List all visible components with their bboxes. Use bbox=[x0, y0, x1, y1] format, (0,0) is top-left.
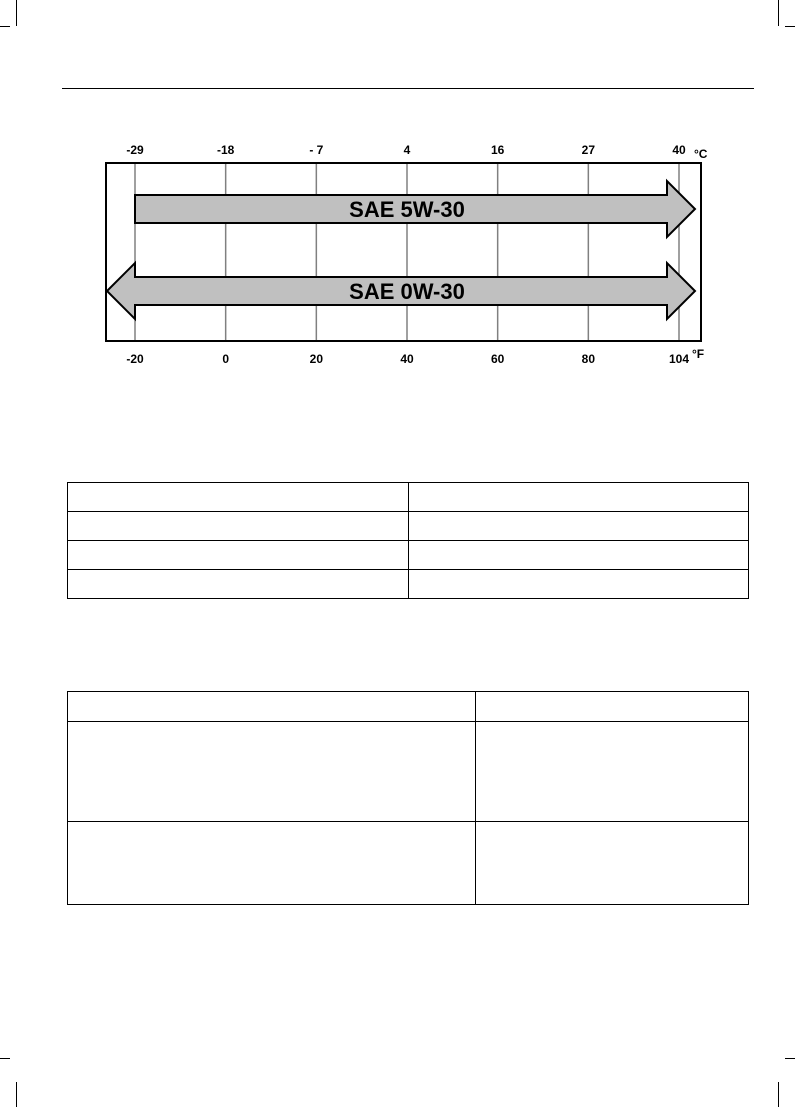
table-row bbox=[68, 483, 749, 512]
table-row bbox=[68, 692, 749, 722]
crop-mark bbox=[16, 0, 17, 26]
fahrenheit-tick-label: -20 bbox=[126, 352, 144, 366]
table-cell bbox=[68, 692, 476, 722]
table-cell bbox=[68, 483, 409, 512]
fahrenheit-tick-label: 60 bbox=[490, 352, 505, 366]
table-cell bbox=[68, 822, 476, 905]
table-cell bbox=[408, 512, 749, 541]
crop-mark bbox=[0, 1058, 10, 1059]
table-2 bbox=[67, 691, 749, 905]
table-1 bbox=[67, 482, 749, 599]
crop-mark bbox=[785, 26, 795, 27]
fahrenheit-tick-label: 104 bbox=[668, 352, 690, 366]
celsius-tick-label: 16 bbox=[490, 143, 505, 157]
fahrenheit-tick-label: 20 bbox=[309, 352, 324, 366]
oil-viscosity-chart bbox=[0, 130, 795, 380]
table-cell bbox=[68, 570, 409, 599]
crop-mark bbox=[778, 0, 779, 26]
header-rule bbox=[62, 88, 754, 89]
celsius-tick-label: -29 bbox=[126, 143, 144, 157]
table-cell bbox=[476, 692, 749, 722]
table-cell bbox=[408, 570, 749, 599]
table-row bbox=[68, 822, 749, 905]
fahrenheit-tick-label: 80 bbox=[581, 352, 596, 366]
celsius-unit-label: °C bbox=[694, 147, 708, 161]
crop-mark bbox=[778, 1082, 779, 1107]
table-row bbox=[68, 570, 749, 599]
table-cell bbox=[68, 541, 409, 570]
table-cell bbox=[68, 722, 476, 822]
table-cell bbox=[476, 722, 749, 822]
table-cell bbox=[408, 483, 749, 512]
fahrenheit-tick-label: 0 bbox=[222, 352, 230, 366]
crop-mark bbox=[785, 1058, 795, 1059]
crop-mark bbox=[0, 26, 10, 27]
crop-mark bbox=[16, 1082, 17, 1107]
fahrenheit-unit-label: °F bbox=[692, 347, 705, 361]
celsius-tick-label: 27 bbox=[581, 143, 596, 157]
table-cell bbox=[68, 512, 409, 541]
table-cell bbox=[408, 541, 749, 570]
series-label: SAE 0W-30 bbox=[349, 279, 465, 304]
celsius-tick-label: 40 bbox=[672, 143, 686, 157]
table-row bbox=[68, 512, 749, 541]
chart-frame bbox=[106, 163, 701, 341]
table-row bbox=[68, 722, 749, 822]
celsius-tick-label: - 7 bbox=[309, 143, 324, 157]
table-cell bbox=[476, 822, 749, 905]
series-label: SAE 5W-30 bbox=[349, 197, 465, 222]
fahrenheit-tick-label: 40 bbox=[400, 352, 414, 366]
table-row bbox=[68, 541, 749, 570]
celsius-tick-label: 4 bbox=[403, 143, 411, 157]
celsius-tick-label: -18 bbox=[216, 143, 235, 157]
